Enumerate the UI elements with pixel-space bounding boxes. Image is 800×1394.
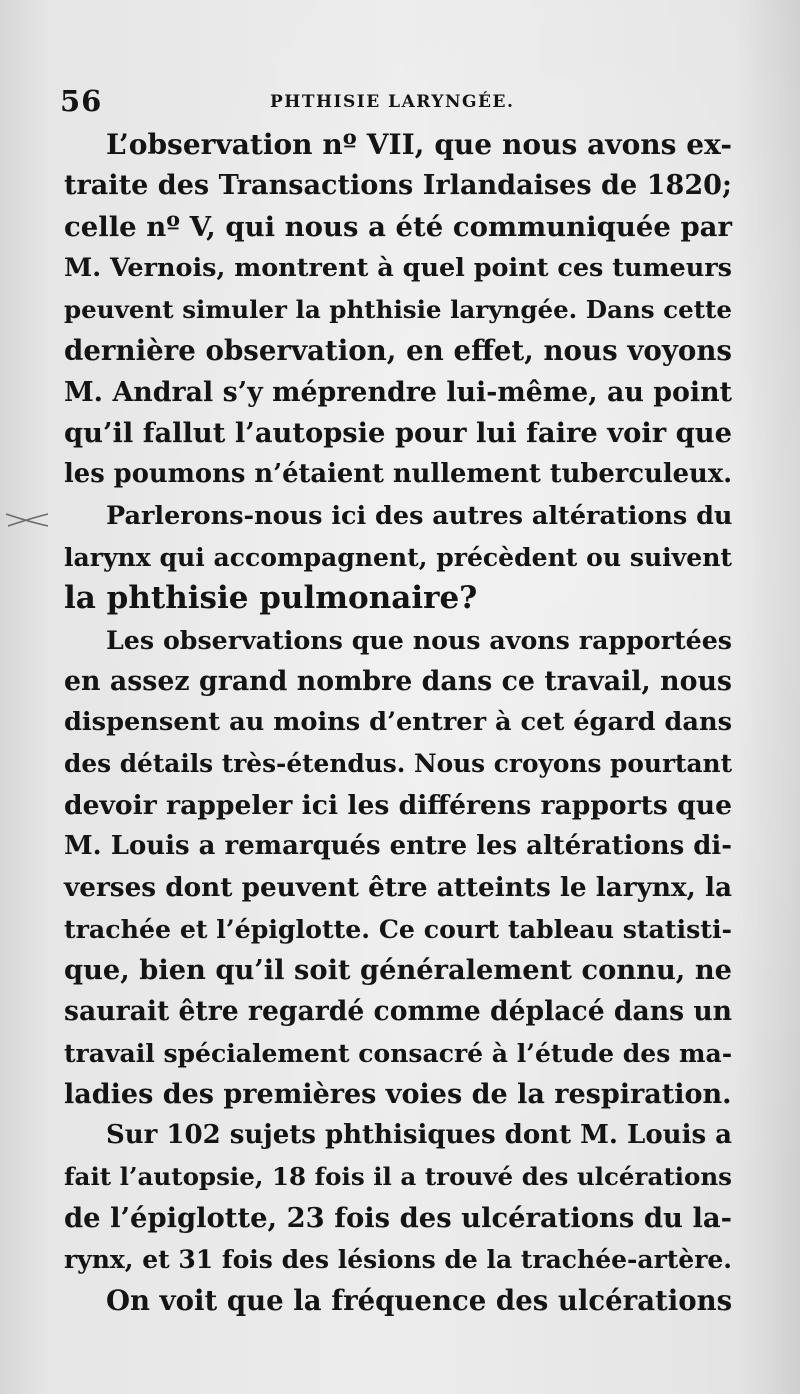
text-line: des détails très-étendus. Nous croyons pourtant bbox=[64, 749, 733, 779]
text-line: Sur 102 sujets phthisiques dont M. Louis a bbox=[106, 1120, 732, 1151]
margin-cross-mark-icon bbox=[4, 510, 50, 530]
page-header bbox=[60, 80, 740, 120]
text-line: On voit que la fréquence des ulcérations bbox=[106, 1284, 733, 1318]
text-line: en assez grand nombre dans ce travail, nous bbox=[64, 665, 732, 697]
text-line: fait l’autopsie, 18 fois il a trouvé des ulcérations bbox=[64, 1162, 732, 1192]
text-line: ladies des premières voies de la respiration. bbox=[64, 1078, 732, 1110]
text-line: dernière observation, en effet, nous voyons bbox=[64, 334, 732, 368]
text-line: dispensent au moins d’entrer à cet égard dans bbox=[64, 707, 732, 738]
text-line: devoir rappeler ici les différens rapports que bbox=[64, 789, 732, 821]
text-line: que, bien qu’il soit généralement connu, ne bbox=[64, 953, 732, 986]
text-line: M. Louis a remarqués entre les altérations di- bbox=[64, 831, 732, 862]
text-line: M. Andral s’y méprendre lui-même, au point bbox=[64, 376, 732, 408]
text-line: peuvent simuler la phthisie laryngée. Dans cette bbox=[64, 295, 732, 325]
text-line: celle nº V, qui nous a été communiquée par bbox=[64, 210, 732, 243]
text-line: de l’épiglotte, 23 fois des ulcérations du la- bbox=[64, 1201, 732, 1234]
text-line: trachée et l’épiglotte. Ce court tableau statisti- bbox=[64, 913, 733, 944]
page-number: 56 bbox=[60, 84, 103, 118]
text-line: Parlerons-nous ici des autres altérations du bbox=[106, 500, 733, 531]
text-line: les poumons n’étaient nullement tuberculeux. bbox=[64, 459, 733, 490]
text-line: qu’il fallut l’autopsie pour lui faire voir que bbox=[64, 417, 732, 450]
running-head: PHTHISIE LARYNGÉE. bbox=[270, 92, 515, 112]
text-line: M. Vernois, montrent à quel point ces tumeurs bbox=[64, 252, 732, 283]
text-line: la phthisie pulmonaire? bbox=[64, 580, 478, 617]
body-text bbox=[64, 124, 732, 1322]
text-line: larynx qui accompagnent, précèdent ou suivent bbox=[64, 541, 732, 572]
text-line: verses dont peuvent être atteints le larynx, la bbox=[64, 872, 732, 904]
text-line: saurait être regardé comme déplacé dans un bbox=[64, 996, 733, 1028]
text-line: L’observation nº VII, que nous avons ex- bbox=[106, 128, 732, 161]
text-line: Les observations que nous avons rapportées bbox=[106, 624, 732, 655]
text-line: rynx, et 31 fois des lésions de la trachée-artère. bbox=[64, 1245, 732, 1275]
text-line: traite des Transactions Irlandaises de 1820; bbox=[64, 170, 732, 202]
text-line: travail spécialement consacré à l’étude des ma- bbox=[64, 1037, 733, 1068]
